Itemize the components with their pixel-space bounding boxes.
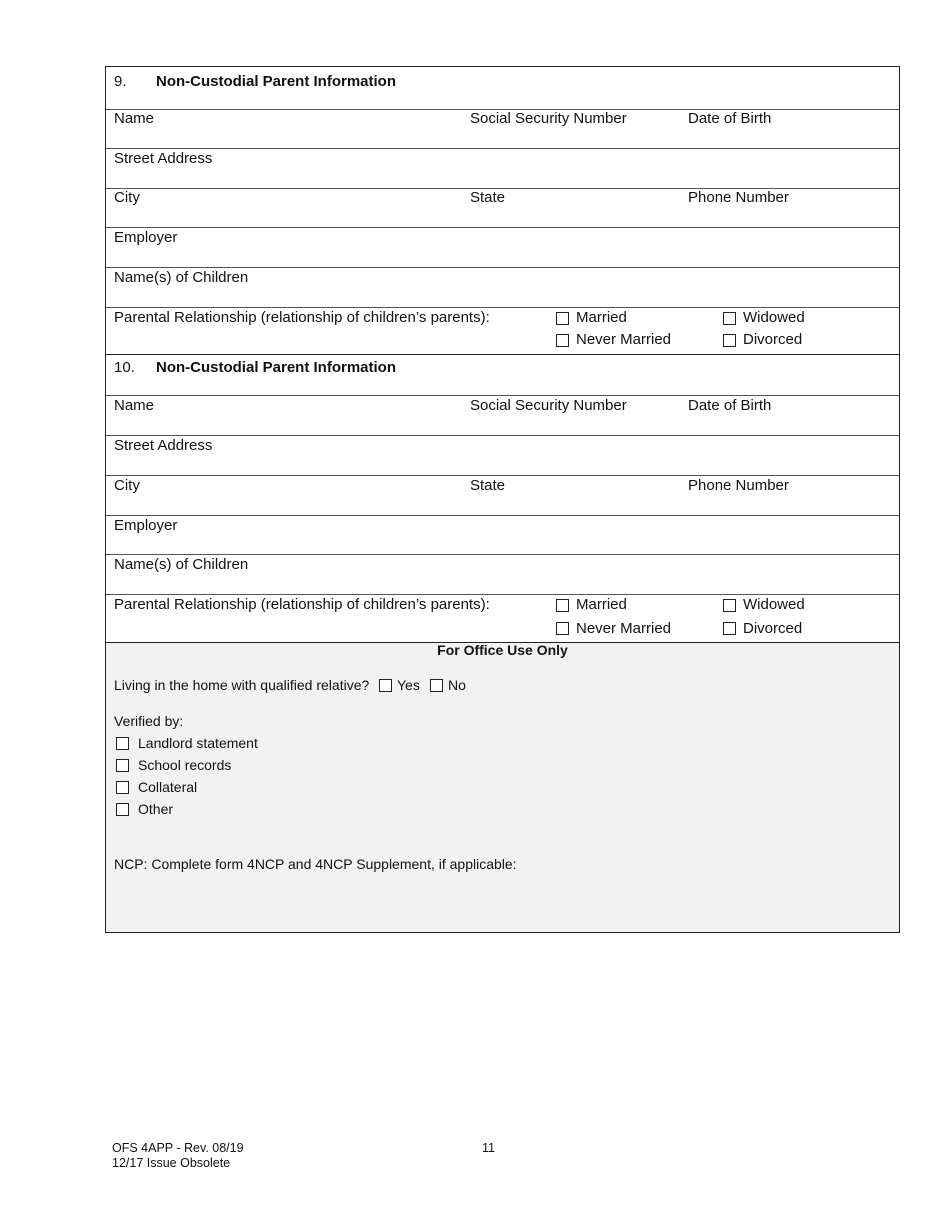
married-checkbox-10[interactable] [556, 599, 569, 612]
section-10-number: 10. [114, 359, 135, 376]
section-10-title: Non-Custodial Parent Information [156, 359, 396, 376]
widowed-checkbox-10[interactable] [723, 599, 736, 612]
section-9-title: Non-Custodial Parent Information [156, 73, 396, 90]
never-married-checkbox-10[interactable] [556, 622, 569, 635]
never-married-checkbox-9[interactable] [556, 334, 569, 347]
no-label: No [448, 677, 466, 693]
children-field-9[interactable]: Name(s) of Children [114, 269, 249, 286]
children-field-10[interactable]: Name(s) of Children [114, 556, 249, 573]
street-field-10[interactable]: Street Address [114, 437, 213, 454]
other-checkbox[interactable] [116, 803, 129, 816]
state-field-9[interactable]: State [470, 189, 506, 206]
divorced-checkbox-10[interactable] [723, 622, 736, 635]
divider [106, 435, 899, 436]
divorced-label-10: Divorced [743, 620, 803, 637]
dob-field-9[interactable]: Date of Birth [688, 110, 772, 127]
widowed-label-10: Widowed [743, 596, 805, 613]
landlord-statement-label: Landlord statement [138, 735, 258, 751]
widowed-checkbox-9[interactable] [723, 312, 736, 325]
widowed-label-9: Widowed [743, 309, 805, 326]
relationship-label-10: Parental Relationship (relationship of children’s parents): [114, 596, 490, 613]
form-id: OFS 4APP - Rev. 08/19 [112, 1141, 244, 1155]
never-married-label-9: Never Married [576, 331, 672, 348]
divider [106, 227, 899, 228]
city-field-10[interactable]: City [114, 477, 140, 494]
collateral-label: Collateral [138, 779, 198, 795]
no-checkbox[interactable] [430, 679, 443, 692]
obsolete-note: 12/17 Issue Obsolete [112, 1156, 231, 1170]
ssn-field-10[interactable]: Social Security Number [470, 397, 627, 414]
city-field-9[interactable]: City [114, 189, 140, 206]
married-checkbox-9[interactable] [556, 312, 569, 325]
ssn-field-9[interactable]: Social Security Number [470, 110, 627, 127]
divider [106, 554, 899, 555]
employer-field-9[interactable]: Employer [114, 229, 178, 246]
school-records-label: School records [138, 757, 232, 773]
landlord-statement-checkbox[interactable] [116, 737, 129, 750]
section-divider [106, 354, 899, 355]
employer-field-10[interactable]: Employer [114, 517, 178, 534]
married-label-10: Married [576, 596, 627, 613]
page-number: 11 [482, 1141, 495, 1155]
yes-label: Yes [397, 677, 420, 693]
divider [106, 148, 899, 149]
ncp-note: NCP: Complete form 4NCP and 4NCP Supplement, if applicable: [114, 856, 517, 872]
verified-by-label: Verified by: [114, 713, 184, 729]
married-label-9: Married [576, 309, 627, 326]
phone-field-10[interactable]: Phone Number [688, 477, 789, 494]
street-field-9[interactable]: Street Address [114, 150, 213, 167]
ncp-form [105, 66, 900, 933]
other-label: Other [138, 801, 174, 817]
name-field-10[interactable]: Name [114, 397, 155, 414]
divider [106, 307, 899, 308]
phone-field-9[interactable]: Phone Number [688, 189, 789, 206]
office-use-title: For Office Use Only [437, 642, 568, 658]
collateral-checkbox[interactable] [116, 781, 129, 794]
office-use-panel [106, 642, 899, 932]
divider [106, 515, 899, 516]
divorced-label-9: Divorced [743, 331, 803, 348]
divider [106, 475, 899, 476]
divider [106, 594, 899, 595]
name-field-9[interactable]: Name [114, 110, 155, 127]
relationship-label-9: Parental Relationship (relationship of children’s parents): [114, 309, 490, 326]
school-records-checkbox[interactable] [116, 759, 129, 772]
never-married-label-10: Never Married [576, 620, 672, 637]
state-field-10[interactable]: State [470, 477, 506, 494]
yes-checkbox[interactable] [379, 679, 392, 692]
divider [106, 267, 899, 268]
divorced-checkbox-9[interactable] [723, 334, 736, 347]
dob-field-10[interactable]: Date of Birth [688, 397, 772, 414]
section-9-number: 9. [114, 73, 127, 90]
living-question: Living in the home with qualified relative? [114, 677, 370, 693]
divider [106, 395, 899, 396]
